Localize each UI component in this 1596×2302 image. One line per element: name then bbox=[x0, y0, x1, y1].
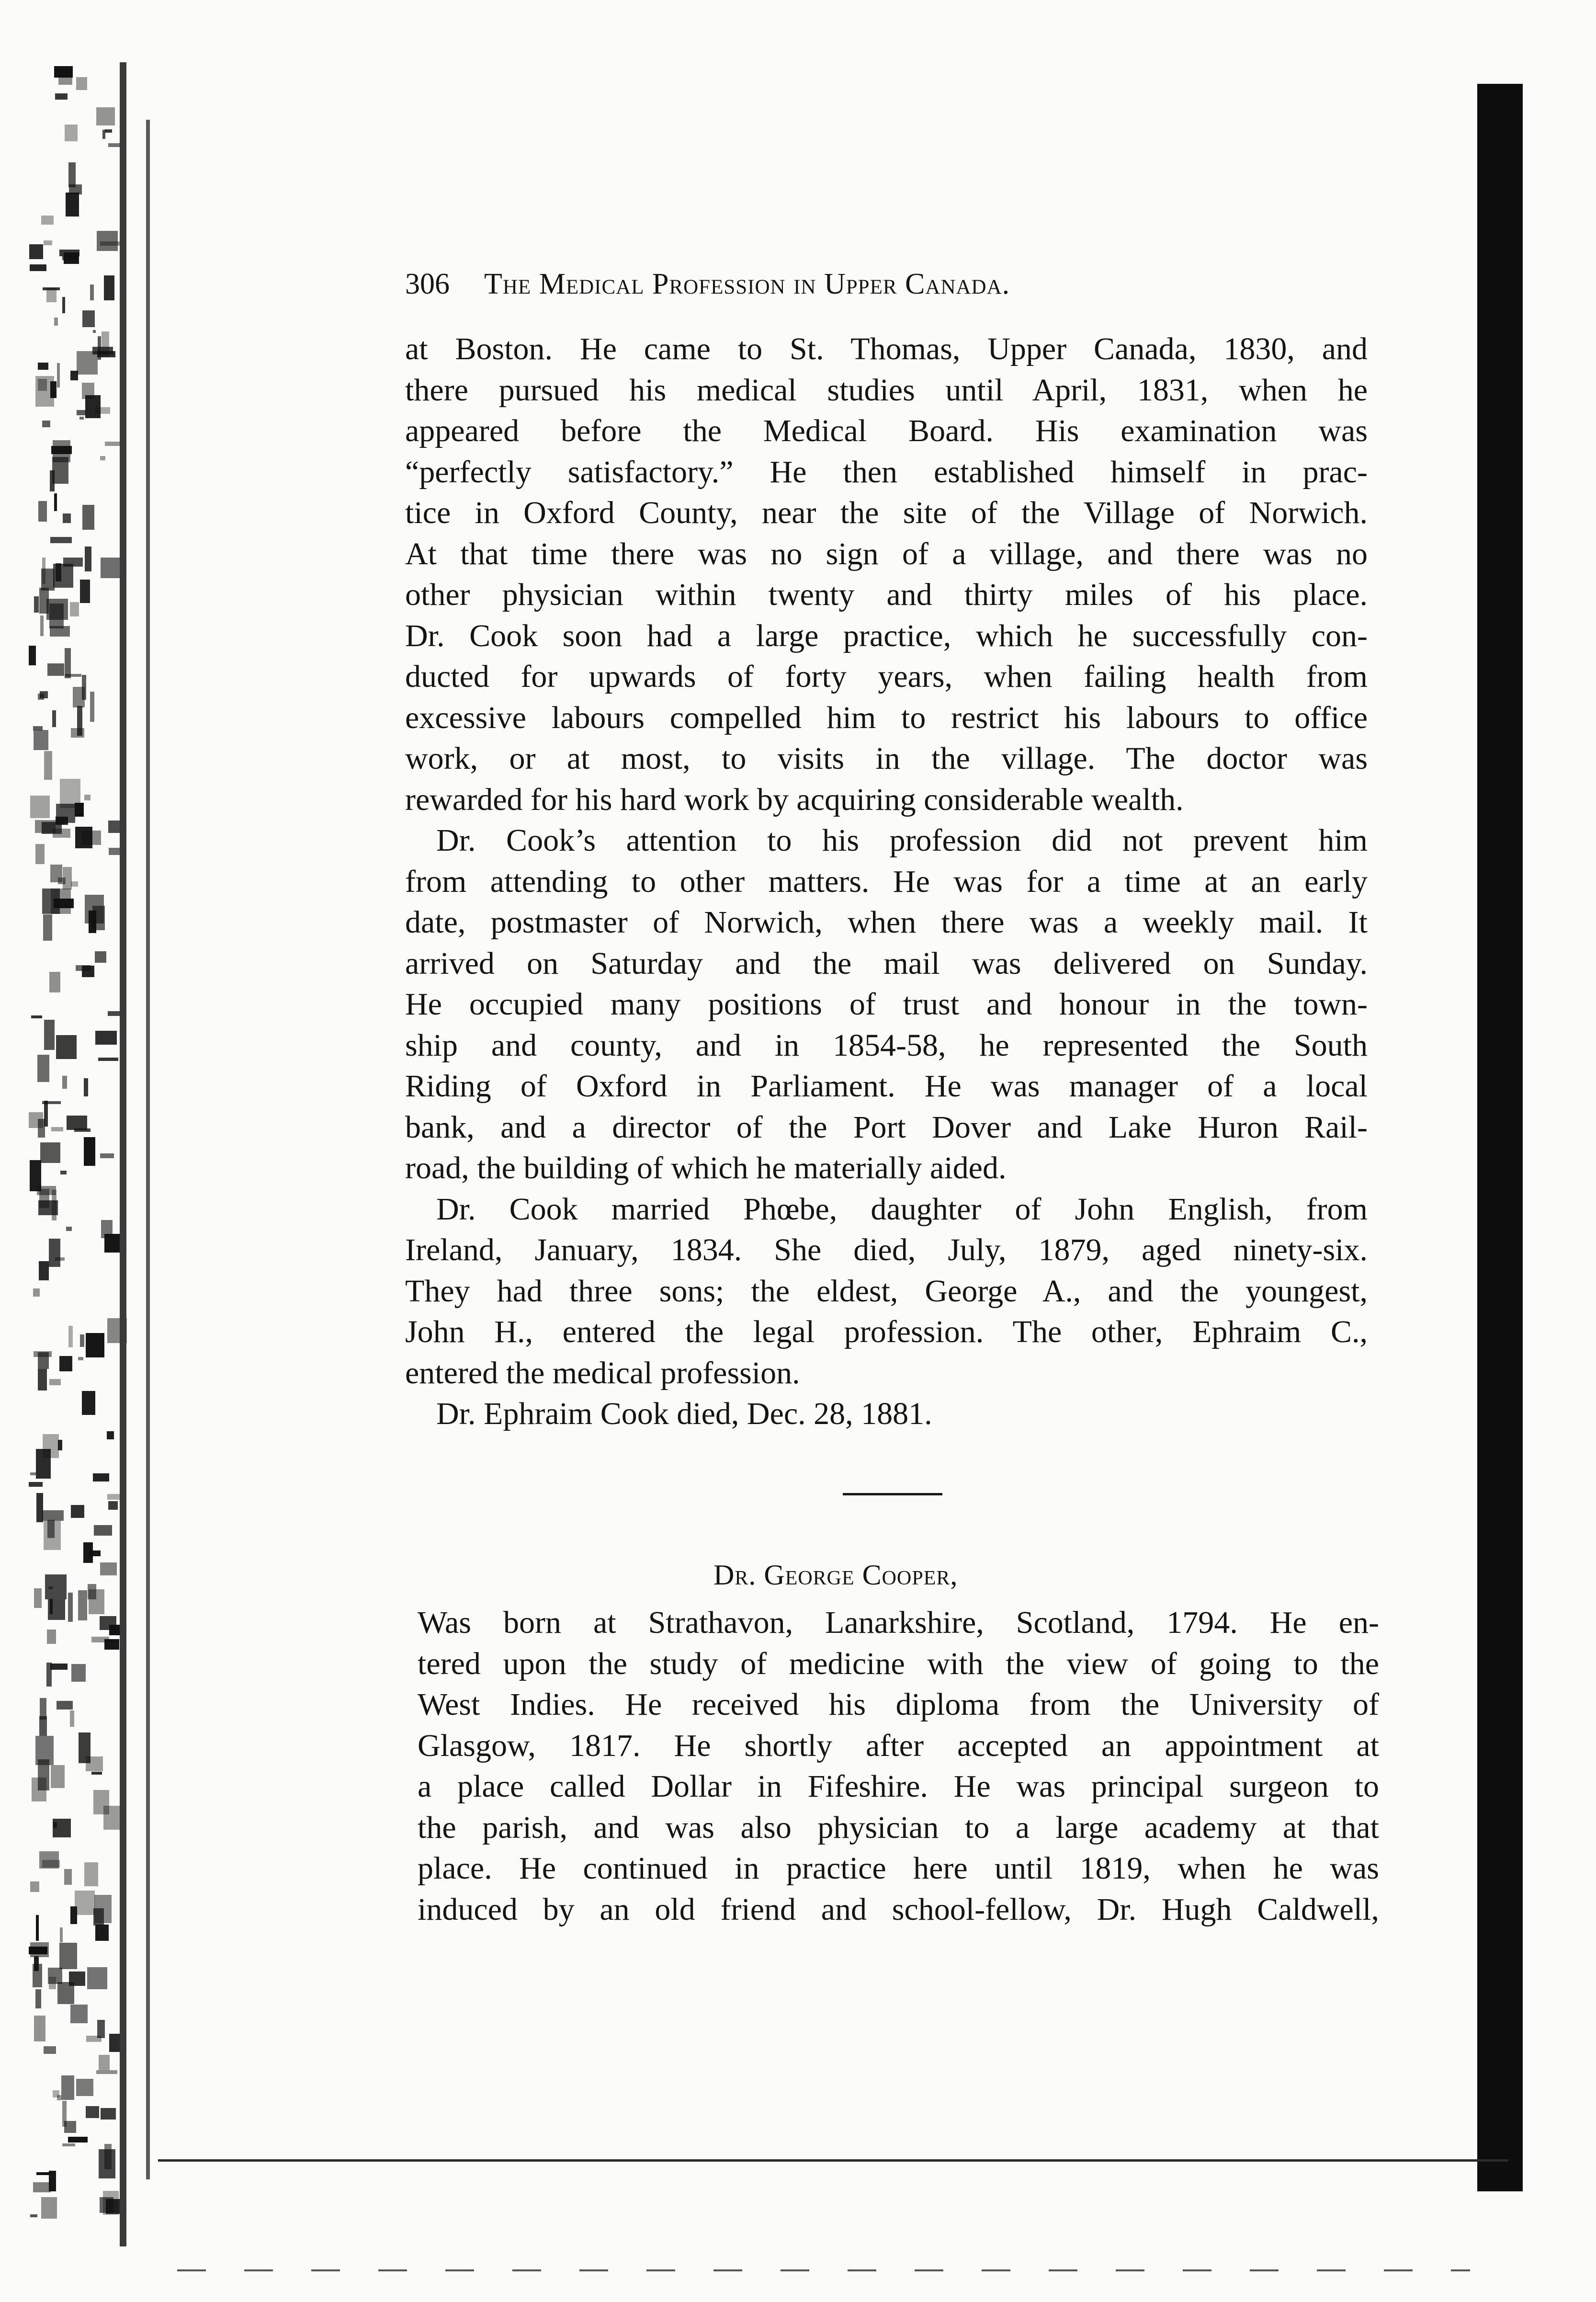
section-divider bbox=[843, 1493, 942, 1495]
running-head bbox=[405, 261, 1363, 307]
text-line: road, the building of which he materially aided. bbox=[405, 1151, 1007, 1185]
text-line: induced by an old friend and school-fellow, Dr. Hugh Caldwell, bbox=[418, 1892, 1379, 1927]
text-line: John H., entered the legal profession. The other, Ephraim C., bbox=[405, 1314, 1368, 1349]
text-line: place. He continued in practice here until 1819, when he was bbox=[418, 1851, 1379, 1886]
text-line: arrived on Saturday and the mail was delivered on Sunday. bbox=[405, 946, 1368, 981]
text-line: excessive labours compelled him to restrict his labours to office bbox=[405, 700, 1368, 735]
paragraph bbox=[418, 1602, 1379, 1930]
text-line: Glasgow, 1817. He shortly after accepted an appointment at bbox=[418, 1728, 1379, 1763]
death-notice-line: Dr. Ephraim Cook died, Dec. 28, 1881. bbox=[436, 1396, 932, 1431]
text-line: ship and county, and in 1854-58, he represented the South bbox=[405, 1027, 1368, 1063]
text-line: Dr. Cook’s attention to his profession did not prevent him bbox=[436, 823, 1368, 858]
text-line: work, or at most, to visits in the village. The doctor was bbox=[405, 741, 1368, 776]
right-edge-scan-artifact bbox=[1477, 84, 1523, 2191]
text-line: there pursued his medical studies until April, 1831, when he bbox=[405, 372, 1368, 408]
text-line: They had three sons; the eldest, George A., and the youngest, bbox=[405, 1273, 1368, 1309]
text-line: At that time there was no sign of a village, and there was no bbox=[405, 536, 1368, 571]
text-line: West Indies. He received his diploma from the University of bbox=[418, 1687, 1379, 1722]
cook-biography bbox=[405, 329, 1368, 1435]
text-line: He occupied many positions of trust and honour in the town- bbox=[405, 987, 1368, 1022]
text-line: rewarded for his hard work by acquiring considerable wealth. bbox=[405, 782, 1184, 817]
paragraph bbox=[405, 329, 1368, 820]
text-line: date, postmaster of Norwich, when there was a weekly mail. It bbox=[405, 905, 1368, 940]
text-line: “perfectly satisfactory.” He then established himself in prac- bbox=[405, 454, 1368, 490]
text-line: tered upon the study of medicine with the view of going to the bbox=[418, 1646, 1379, 1681]
text-line: the parish, and was also physician to a large academy at that bbox=[418, 1810, 1379, 1845]
text-line: Ireland, January, 1834. She died, July, 1879, aged ninety-six. bbox=[405, 1232, 1368, 1267]
bottom-scan-noise bbox=[177, 2269, 1470, 2271]
running-head-title: The Medical Profession in Upper Canada. bbox=[484, 268, 1010, 300]
paragraph bbox=[405, 820, 1368, 1189]
binding-edge-scan-artifact bbox=[0, 62, 168, 2246]
text-line: appeared before the Medical Board. His examination was bbox=[405, 413, 1368, 448]
page-number: 306 bbox=[405, 268, 450, 300]
text-line: from attending to other matters. He was for a time at an early bbox=[405, 864, 1368, 899]
text-line: tice in Oxford County, near the site of the Village of Norwich. bbox=[405, 495, 1368, 530]
text-line: ducted for upwards of forty years, when failing health from bbox=[405, 659, 1368, 694]
paragraph bbox=[405, 1393, 1368, 1435]
cooper-biography bbox=[418, 1602, 1379, 1930]
paragraph bbox=[405, 1189, 1368, 1394]
bottom-binding-rule bbox=[158, 2159, 1508, 2162]
text-line: Was born at Strathavon, Lanarkshire, Scotland, 1794. He en- bbox=[418, 1605, 1379, 1640]
text-line: Riding of Oxford in Parliament. He was manager of a local bbox=[405, 1069, 1368, 1104]
text-line: Dr. Cook soon had a large practice, which he successfully con- bbox=[405, 618, 1368, 653]
text-line: at Boston. He came to St. Thomas, Upper Canada, 1830, and bbox=[405, 331, 1368, 366]
section-heading: Dr. George Cooper, bbox=[713, 1559, 958, 1591]
text-line: entered the medical profession. bbox=[405, 1355, 800, 1390]
text-line: bank, and a director of the Port Dover and Lake Huron Rail- bbox=[405, 1109, 1368, 1145]
text-line: a place called Dollar in Fifeshire. He was principal surgeon to bbox=[418, 1769, 1379, 1804]
text-line: other physician within twenty and thirty miles of his place. bbox=[405, 577, 1368, 612]
text-line: Dr. Cook married Phœbe, daughter of John English, from bbox=[436, 1191, 1368, 1227]
